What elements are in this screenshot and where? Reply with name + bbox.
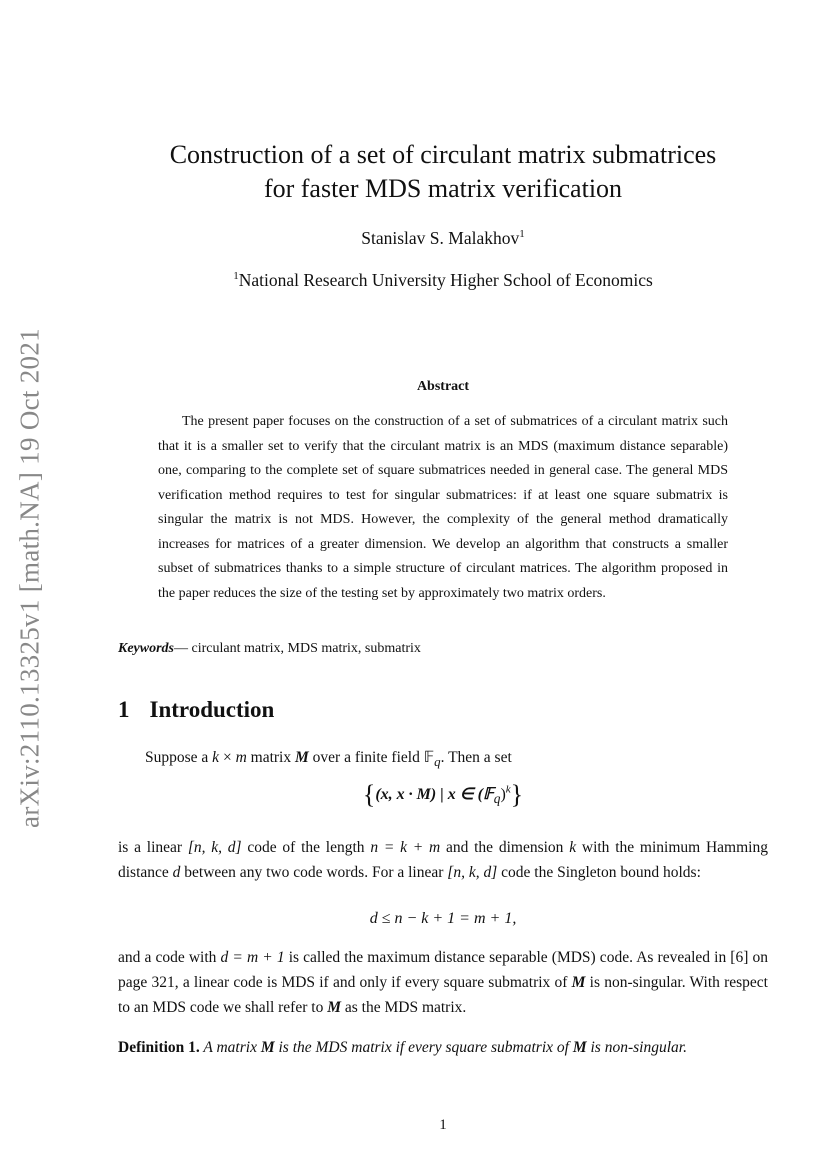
author-affil-mark: 1 xyxy=(519,228,525,241)
keywords-label: Keywords xyxy=(118,641,174,656)
text-segment: ) xyxy=(500,786,506,803)
affiliation xyxy=(0,270,826,291)
text-segment: code the Singleton bound holds: xyxy=(497,864,701,881)
text-segment: is non-singular. With respect to an MDS code we shall refer to xyxy=(118,974,768,1016)
text-segment: matrix xyxy=(246,749,295,766)
text-segment: 𝔽 xyxy=(423,749,435,766)
section-title: Introduction xyxy=(149,697,275,722)
keywords-sep: — xyxy=(174,641,192,656)
affiliation-text: National Research University Higher School of Economics xyxy=(238,270,653,290)
text-segment: k xyxy=(569,839,577,856)
text-segment: is non-singular. xyxy=(586,1039,687,1056)
definition-1 xyxy=(118,1035,768,1060)
arxiv-identifier-stamp: arXiv:2110.13325v1 [math.NA] 19 Oct 2021 xyxy=(14,328,45,828)
page-number: 1 xyxy=(439,1117,447,1133)
text-segment: (x, x · M) | x ∈ (𝔽 xyxy=(375,786,494,803)
title-line-2: for faster MDS matrix verification xyxy=(263,174,623,203)
paragraph-1 xyxy=(118,745,768,774)
text-segment: M xyxy=(327,999,341,1016)
definition-label: Definition 1. xyxy=(118,1039,200,1056)
text-segment: A matrix xyxy=(203,1039,261,1056)
text-segment: with the minimum Hamming distance xyxy=(118,839,768,881)
abstract-heading: Abstract xyxy=(416,379,470,394)
abstract-text: The present paper focuses on the construction of a set of submatrices of a circulant matrix such that it is a smaller set to verify that the circulant matrix is an MDS (maximum distance separable) one, comparing to the complete set of square submatrices needed in general case. The general MDS verification method requires to test for singular submatrices: if at least one square submatrix is singular the matrix is not MDS. However, the complexity of the general method dramatically increases for matrices of a greater dimension. We develop an algorithm that constructs a smaller subset of submatrices thanks to a simple structure of circulant matrices. The algorithm proposed in the paper reduces the size of the testing set by approximately two matrix orders. xyxy=(158,414,728,601)
text-segment: M xyxy=(572,1039,587,1056)
text-segment: over a finite field xyxy=(308,749,424,766)
author-name: Stanislav S. Malakhov xyxy=(361,228,520,248)
paragraph-2 xyxy=(118,835,768,885)
text-segment: n = k + m xyxy=(370,839,441,856)
text-segment: × xyxy=(219,749,236,766)
text-segment: [n, k, d] xyxy=(187,839,242,856)
text-segment: is the MDS matrix if every square submatrix of xyxy=(274,1039,573,1056)
text-segment: k xyxy=(505,783,511,796)
text-segment: m xyxy=(235,749,247,766)
section-number: 1 xyxy=(118,697,130,722)
text-segment: } xyxy=(510,780,524,809)
text-segment: code of the length xyxy=(241,839,371,856)
affil-mark: 1 xyxy=(233,270,239,283)
text-segment: Suppose a xyxy=(145,749,213,766)
title-line-1: Construction of a set of circulant matrix submatrices xyxy=(169,140,717,169)
text-segment: M xyxy=(260,1039,275,1056)
text-segment: M xyxy=(294,749,309,766)
text-segment: d xyxy=(172,864,181,881)
formula-code-set xyxy=(118,780,768,810)
section-heading xyxy=(118,697,274,723)
formula-singleton-bound: d ≤ n − k + 1 = m + 1, xyxy=(369,910,517,927)
paper-title xyxy=(0,138,826,206)
text-segment: is called the maximum distance separable (MDS) code. As revealed in [6] on page 321, a linear code is MDS if and only if every square submatrix of xyxy=(118,949,768,991)
text-segment: q xyxy=(493,791,501,807)
text-segment: d = m + 1 xyxy=(220,949,285,966)
text-segment: is a linear xyxy=(118,839,188,856)
keywords-text: circulant matrix, MDS matrix, submatrix xyxy=(191,641,421,656)
text-segment: q xyxy=(434,754,441,770)
text-segment: { xyxy=(362,780,376,809)
paragraph-3 xyxy=(118,945,768,1020)
text-segment: as the MDS matrix. xyxy=(341,999,467,1016)
text-segment: between any two code words. For a linear xyxy=(180,864,448,881)
text-segment: . Then a set xyxy=(440,749,512,766)
text-segment: and the dimension xyxy=(440,839,570,856)
text-segment: M xyxy=(571,974,586,991)
text-segment: k xyxy=(212,749,220,766)
text-segment: and a code with xyxy=(118,949,221,966)
keywords xyxy=(118,641,421,657)
text-segment: [n, k, d] xyxy=(447,864,498,881)
author xyxy=(0,228,826,249)
